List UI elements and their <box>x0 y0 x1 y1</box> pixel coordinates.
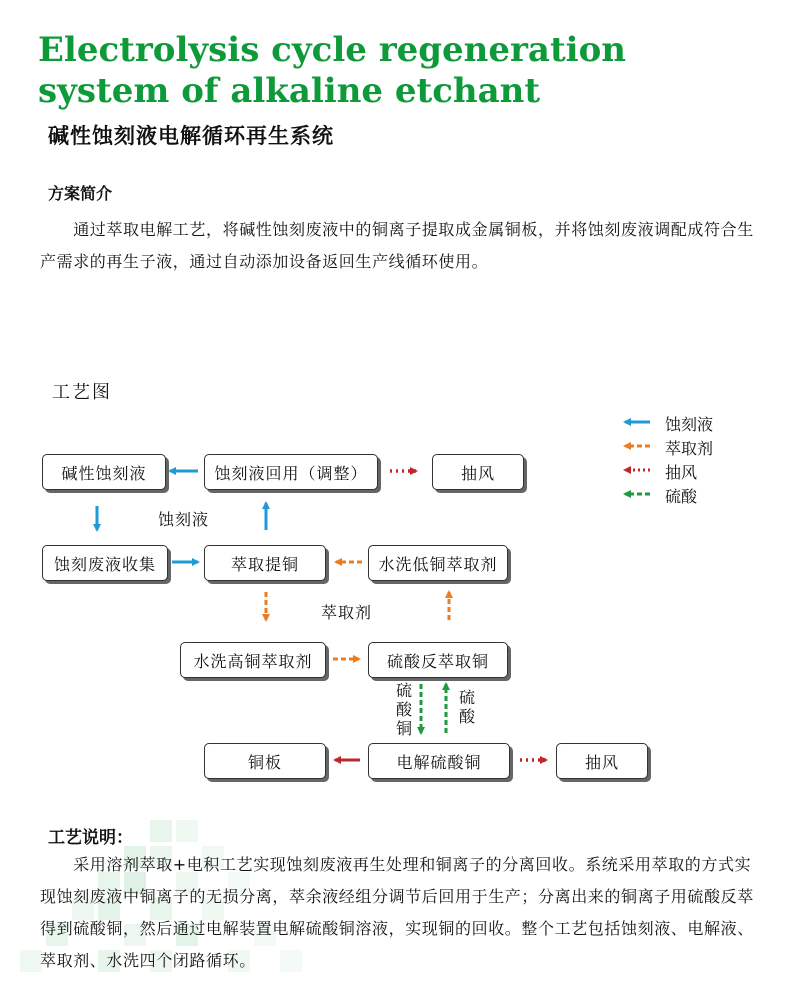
legend-exhaust-label: 抽风 <box>665 463 698 482</box>
box-exhaust-top: 抽风 <box>432 454 524 490</box>
label-sulfuric-acid: 硫酸 <box>458 688 475 726</box>
box-extraction: 萃取提铜 <box>204 545 326 581</box>
box-waste-collection: 蚀刻废液收集 <box>42 545 168 581</box>
box-electrolysis: 电解硫酸铜 <box>368 743 510 779</box>
box-wash-high-copper: 水洗高铜萃取剂 <box>180 642 326 678</box>
chinese-title: 碱性蚀刻液电解循环再生系统 <box>48 124 334 148</box>
label-copper-sulfate: 硫酸铜 <box>395 681 412 738</box>
box-etchant-return: 蚀刻液回用（调整） <box>204 454 378 490</box>
label-extractant: 萃取剂 <box>321 603 373 622</box>
box-wash-low-copper: 水洗低铜萃取剂 <box>368 545 508 581</box>
box-exhaust-bottom: 抽风 <box>556 743 648 779</box>
box-copper-plate: 铜板 <box>204 743 326 779</box>
label-etchant: 蚀刻液 <box>158 510 210 529</box>
legend-extractant-label: 萃取剂 <box>665 439 714 458</box>
legend-etchant-label: 蚀刻液 <box>665 415 714 434</box>
process-note-heading: 工艺说明： <box>48 828 133 848</box>
legend-sulfuric-acid-label: 硫酸 <box>665 487 698 506</box>
box-alkaline-etchant: 碱性蚀刻液 <box>42 454 166 490</box>
overview-heading: 方案简介 <box>48 184 113 203</box>
english-title: Electrolysis cycle regeneration system of alkaline etchant <box>38 30 626 111</box>
diagram-label: 工艺图 <box>52 382 112 403</box>
process-note-text: 采用溶剂萃取+电积工艺实现蚀刻废液再生处理和铜离子的分离回收。系统采用萃取的方式实现蚀刻废液中铜离子的无损分离，萃余液经组分调节后回用于生产；分离出来的铜离子用硫酸反萃得到硫酸铜，然后通过电解装置电解硫酸铜溶液，实现铜的回收。整个工艺包括蚀刻液、电解液、萃取剂、水洗四个闭路循环。 <box>40 855 754 970</box>
overview-text: 通过萃取电解工艺，将碱性蚀刻废液中的铜离子提取成金属铜板，并将蚀刻废液调配成符合生产需求的再生子液，通过自动添加设备返回生产线循环使用。 <box>40 220 754 271</box>
box-acid-stripping: 硫酸反萃取铜 <box>368 642 508 678</box>
